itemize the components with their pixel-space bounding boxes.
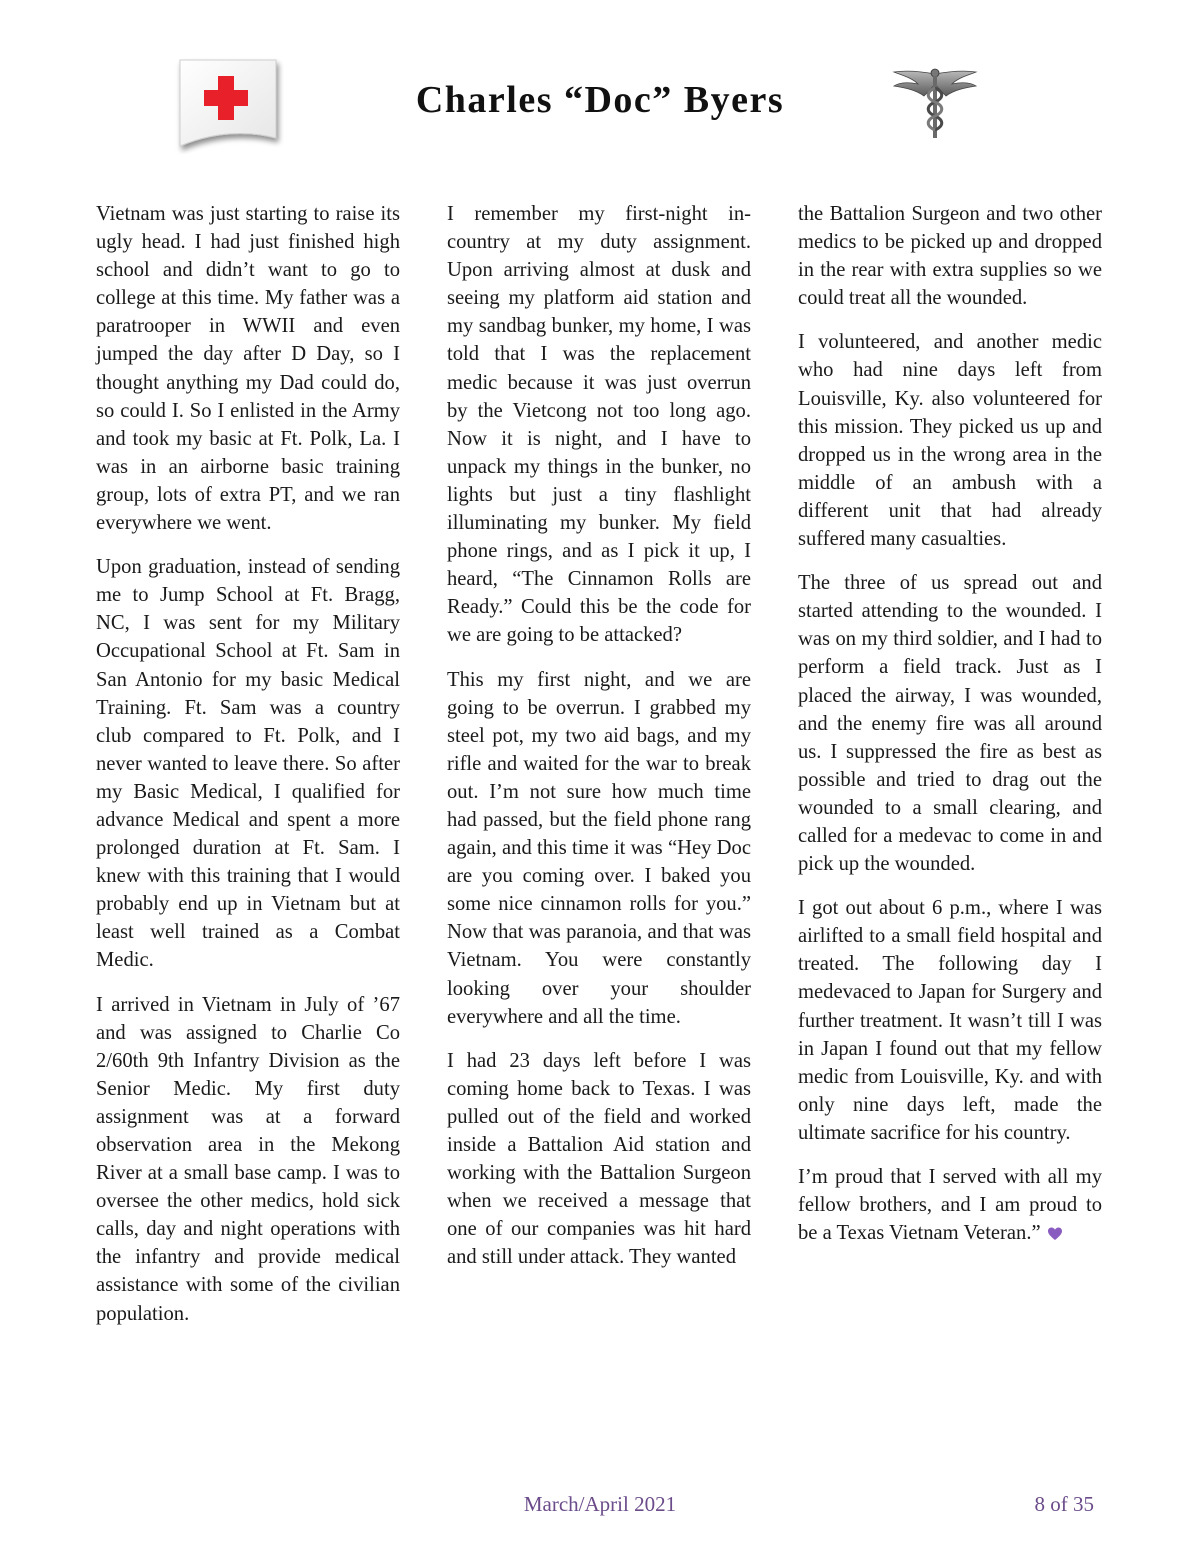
purple-heart-icon <box>1047 1226 1063 1242</box>
paragraph: I volunteered, and another medic who had nine days left from Louisville, Ky. also volunteered for this mission. They picked us up and dropped us in the wrong area in the middle of an ambush with a different unit that had already suffered many casualties. <box>798 331 1102 551</box>
article-column-2 <box>447 200 751 1287</box>
paragraph: I remember my first-night in-country at my duty assignment. Upon arriving almost at dusk and seeing my platform aid station and my sandbag bunker, my home, I was told that I was the replacement medic because it was just overrun by the Vietcong not too long ago. Now it is night, and I have to unpack my things in the bunker, no lights but just a tiny flashlight illuminating my bunker. My field phone rings, and as I pick it up, I heard, “The Cinnamon Rolls are Ready.” Could this be the code for we are going to be attacked? <box>447 203 751 647</box>
paragraph-final-text: I’m proud that I served with all my fellow brothers, and I am proud to be a Texas Vietnam Veteran.” <box>798 1166 1102 1245</box>
paragraph: I got out about 6 p.m., where I was airlifted to a small field hospital and treated. The following day I medevaced to Japan for Surgery and further treatment. It wasn’t till I was in Japan I found out that my fellow medic from Louisville, Ky. and with only nine days left, made the ultimate sacrifice for his country. <box>798 897 1102 1144</box>
page-title: Charles “Doc” Byers <box>415 79 785 121</box>
paragraph: The three of us spread out and started attending to the wounded. I was on my third soldier, and I had to perform a field track. Just as I placed the airway, I was wounded, and the enemy fire was all around us. I suppressed the fire as best as possible and tried to drag out the wounded to a small clearing, and called for a medevac to come in and pick up the wounded. <box>798 572 1102 876</box>
paragraph: Upon graduation, instead of sending me to Jump School at Ft. Bragg, NC, I was sent for my Military Occupational School at Ft. Sam in San Antonio for my basic Medical Training. Ft. Sam was a country club compared to Ft. Polk, and I never wanted to leave there. So after my Basic Medical, I qualified for advance Medical and spent a more prolonged duration at Ft. Sam. I knew with this training that I would probably end up in Vietnam but at least well trained as a Combat Medic. <box>96 556 400 972</box>
page-header <box>0 0 1200 170</box>
paragraph: the Battalion Surgeon and two other medics to be picked up and dropped in the rear with extra supplies so we could treat all the wounded. <box>798 203 1102 310</box>
paragraph-final <box>798 1163 1102 1247</box>
footer-date: March/April 2021 <box>523 1492 677 1516</box>
article-column-1 <box>96 200 400 1344</box>
paragraph: This my first night, and we are going to be overrun. I grabbed my steel pot, my two aid bags, and my rifle and waited for the war to break out. I’m not sure how much time had passed, but the field phone rang again, and this time it was “Hey Doc are you coming over. I baked you some nice cinnamon rolls for you.” Now that was paranoia, and that was Vietnam. You were constantly looking over your shoulder everywhere and all the time. <box>447 668 751 1028</box>
article-column-3 <box>798 200 1102 1263</box>
paragraph: I had 23 days left before I was coming home back to Texas. I was pulled out of the field and worked inside a Battalion Aid station and working with the Battalion Surgeon when we received a message that one of our companies was hit hard and still under attack. They wanted <box>447 1049 751 1269</box>
paragraph: I arrived in Vietnam in July of ’67 and was assigned to Charlie Co 2/60th 9th Infantry Division as the Senior Medic. My first duty assignment was at a forward observation area in the Mekong River at a small base camp. I was to oversee the other medics, hold sick calls, day and night operations with the infantry and provide medical assistance with some of the civilian population. <box>96 993 400 1325</box>
page-number: 8 of 35 <box>1034 1492 1094 1516</box>
paragraph: Vietnam was just starting to raise its ugly head. I had just finished high school and didn’t want to go to college at this time. My father was a paratrooper in WWII and even jumped the day after D Day, so I thought anything my Dad could do, so could I. So I enlisted in the Army and took my basic at Ft. Polk, La. I was in an airborne basic training group, lots of extra PT, and we ran everywhere we went. <box>96 203 400 535</box>
medical-caduceus-insignia-icon <box>888 64 982 144</box>
